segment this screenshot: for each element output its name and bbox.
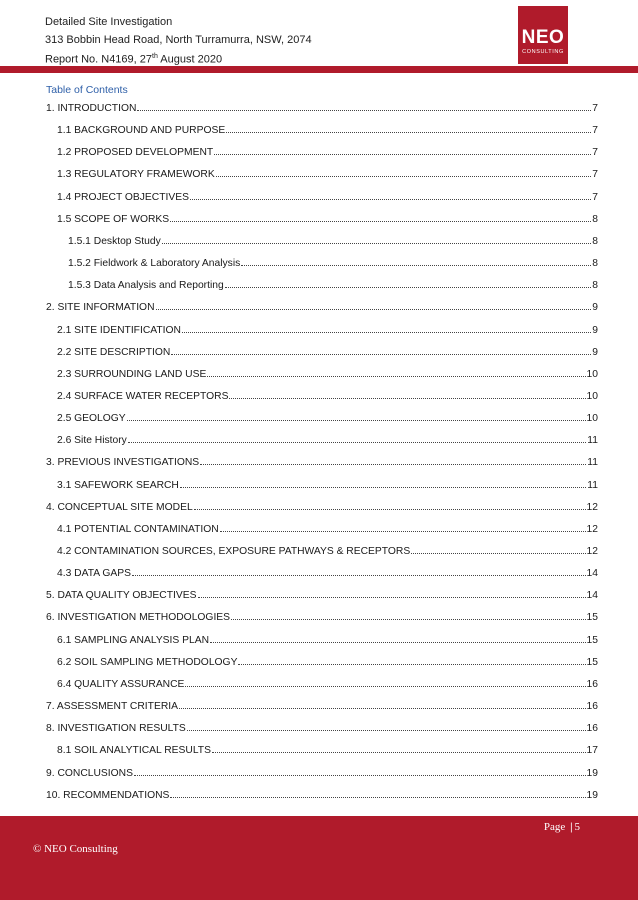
- toc-entry[interactable]: [57, 320, 598, 336]
- toc-entry-label: 1.5.1 Desktop Study: [68, 235, 161, 247]
- toc-entry[interactable]: [68, 275, 598, 291]
- toc-entry-label: 2. SITE INFORMATION: [46, 302, 155, 314]
- toc-leader-dots: [185, 686, 585, 687]
- toc-leader-dots: [187, 730, 586, 731]
- toc-entry[interactable]: [46, 696, 598, 712]
- toc-entry-page: 15: [586, 656, 598, 668]
- toc-entry-page: 7: [592, 125, 598, 137]
- toc-entry[interactable]: [57, 630, 598, 646]
- toc-leader-dots: [214, 154, 591, 155]
- toc-leader-dots: [127, 420, 586, 421]
- toc-entry-page: 8: [592, 235, 598, 247]
- toc-entry-label: 2.3 SURROUNDING LAND USE: [57, 368, 207, 380]
- report-number-prefix: Report No. N4169, 27: [45, 53, 153, 66]
- toc-entry-page: 16: [586, 723, 598, 735]
- toc-entry[interactable]: [57, 541, 598, 557]
- toc-entry-label: 3. PREVIOUS INVESTIGATIONS: [46, 457, 200, 469]
- toc-entry-page: 12: [586, 546, 598, 557]
- toc-entry-label: 2.5 GEOLOGY: [57, 413, 126, 425]
- toc-entry-page: 14: [586, 568, 598, 580]
- toc-leader-dots: [220, 531, 586, 532]
- toc-entry-page: 14: [586, 590, 598, 602]
- toc-entry[interactable]: [57, 209, 598, 225]
- toc-entry-page: 10: [586, 390, 598, 402]
- toc-leader-dots: [180, 487, 586, 488]
- toc-leader-dots: [231, 619, 585, 620]
- toc-entry-page: 7: [592, 191, 598, 203]
- toc-entry-label: 1.4 PROJECT OBJECTIVES: [57, 191, 189, 203]
- page-number: 5: [574, 821, 580, 833]
- header-divider: [0, 66, 638, 73]
- toc-entry-label: 1.5 SCOPE OF WORKS: [57, 213, 170, 225]
- toc-leader-dots: [225, 287, 592, 288]
- toc-entry[interactable]: [57, 430, 598, 446]
- toc-entry-label: 1. INTRODUCTION: [46, 103, 137, 114]
- toc-entry[interactable]: [68, 231, 598, 247]
- page-number-label: [544, 821, 580, 833]
- toc-entry-page: 16: [586, 701, 598, 713]
- toc-entry-label: 4.2 CONTAMINATION SOURCES, EXPOSURE PATHWAYS & RECEPTORS: [57, 546, 411, 557]
- toc-entry-label: 2.1 SITE IDENTIFICATION: [57, 324, 181, 336]
- toc-entry-label: 7. ASSESSMENT CRITERIA: [46, 701, 178, 713]
- toc-leader-dots: [238, 664, 585, 665]
- toc-entry[interactable]: [68, 253, 598, 269]
- page-label: Page: [543, 821, 566, 833]
- toc-leader-dots: [171, 354, 591, 355]
- toc-leader-dots: [156, 309, 592, 310]
- toc-entry[interactable]: [57, 386, 598, 402]
- toc-entry-page: 8: [592, 258, 598, 270]
- toc-entry-label: 6. INVESTIGATION METHODOLOGIES: [46, 612, 231, 624]
- toc-entry[interactable]: [57, 187, 598, 203]
- toc-leader-dots: [194, 509, 586, 510]
- toc-entry-label: 6.4 QUALITY ASSURANCE: [57, 678, 185, 690]
- report-date: August 2020: [157, 53, 223, 66]
- date-ordinal: th: [152, 53, 158, 60]
- toc-leader-dots: [212, 752, 586, 753]
- toc-entry-page: 7: [592, 169, 598, 181]
- toc-entry[interactable]: [57, 364, 598, 380]
- toc-entry-page: 11: [587, 435, 598, 447]
- page-header: [0, 0, 638, 64]
- report-number: [45, 50, 222, 67]
- toc-entry[interactable]: [57, 408, 598, 424]
- toc-entry[interactable]: [57, 475, 598, 491]
- page-separator: |: [570, 821, 573, 833]
- toc-entry-page: 11: [587, 457, 598, 469]
- toc-entry-label: 4.3 DATA GAPS: [57, 568, 132, 580]
- toc-leader-dots: [179, 708, 586, 709]
- toc-entry[interactable]: [57, 563, 598, 579]
- toc-entry-label: 6.1 SAMPLING ANALYSIS PLAN: [57, 634, 210, 646]
- toc-entry[interactable]: [57, 164, 598, 180]
- toc-entry[interactable]: [57, 740, 598, 756]
- toc-entry-page: 9: [592, 324, 598, 336]
- toc-entry-page: 15: [586, 612, 598, 624]
- toc-leader-dots: [170, 221, 591, 222]
- toc-title: Table of Contents: [46, 84, 128, 96]
- toc-entry-page: 15: [586, 634, 598, 646]
- toc-leader-dots: [190, 199, 591, 200]
- toc-entry-label: 3.1 SAFEWORK SEARCH: [57, 479, 179, 491]
- toc-entry-page: 7: [592, 147, 598, 159]
- toc-entry[interactable]: [57, 519, 598, 535]
- toc-entry-label: 8.1 SOIL ANALYTICAL RESULTS: [57, 745, 211, 757]
- toc-entry-label: 4.1 POTENTIAL CONTAMINATION: [57, 523, 219, 535]
- toc-entry[interactable]: [46, 585, 598, 601]
- toc-entry[interactable]: [57, 342, 598, 358]
- toc-leader-dots: [207, 376, 585, 377]
- toc-leader-dots: [198, 597, 586, 598]
- toc-leader-dots: [200, 464, 586, 465]
- toc-entry-label: 1.2 PROPOSED DEVELOPMENT: [57, 147, 214, 159]
- toc-entry-page: 9: [592, 346, 598, 358]
- toc-entry[interactable]: [46, 785, 598, 801]
- toc-leader-dots: [170, 797, 585, 798]
- toc-entry-page: 8: [592, 280, 598, 292]
- toc-entry-page: 12: [586, 501, 598, 513]
- toc-leader-dots: [128, 442, 586, 443]
- toc-entry[interactable]: [46, 297, 598, 313]
- neo-consulting-logo: [518, 6, 568, 64]
- toc-entry[interactable]: [46, 98, 598, 114]
- toc-entry-label: 9. CONCLUSIONS: [46, 767, 133, 779]
- toc-leader-dots: [162, 243, 592, 244]
- toc-entry-label: 1.5.3 Data Analysis and Reporting: [68, 280, 224, 292]
- page-footer: [0, 816, 638, 900]
- toc-entry-page: 10: [586, 368, 598, 380]
- toc-leader-dots: [241, 265, 591, 266]
- toc-leader-dots: [134, 775, 586, 776]
- toc-entry-label: 2.2 SITE DESCRIPTION: [57, 346, 171, 358]
- toc-entry-page: 11: [587, 479, 598, 491]
- toc-entry[interactable]: [57, 652, 598, 668]
- toc-leader-dots: [132, 575, 586, 576]
- toc-entry-label: 1.5.2 Fieldwork & Laboratory Analysis: [68, 258, 241, 270]
- toc-entry-label: 10. RECOMMENDATIONS: [46, 789, 170, 801]
- toc-leader-dots: [229, 398, 585, 399]
- toc-entry[interactable]: [46, 607, 598, 623]
- toc-entry[interactable]: [57, 674, 598, 690]
- toc-leader-dots: [210, 642, 585, 643]
- logo-text: NEO: [521, 27, 565, 48]
- toc-entry-page: 10: [586, 413, 598, 425]
- copyright-notice: © NEO Consulting: [33, 843, 118, 855]
- toc-leader-dots: [216, 176, 592, 177]
- toc-entry-page: 19: [586, 767, 598, 779]
- toc-leader-dots: [182, 332, 591, 333]
- toc-entry-label: 6.2 SOIL SAMPLING METHODOLOGY: [57, 656, 238, 668]
- toc-entry[interactable]: [57, 120, 598, 136]
- toc-entry[interactable]: [46, 452, 598, 468]
- toc-entry-label: 1.3 REGULATORY FRAMEWORK: [57, 169, 215, 181]
- report-title: Detailed Site Investigation: [45, 16, 173, 28]
- logo-subtext: CONSULTING: [522, 49, 564, 55]
- toc-entry-page: 12: [586, 523, 598, 535]
- toc-entry[interactable]: [57, 142, 598, 158]
- toc-entry-page: 9: [592, 302, 598, 314]
- toc-entry-page: 8: [592, 213, 598, 225]
- toc-leader-dots: [226, 132, 591, 133]
- toc-entry-label: 2.4 SURFACE WATER RECEPTORS: [57, 390, 229, 402]
- toc-entry-page: 16: [586, 678, 598, 690]
- toc-entry-label: 1.1 BACKGROUND AND PURPOSE: [57, 125, 226, 137]
- toc-entry-page: 7: [592, 103, 598, 114]
- toc-entry-label: 2.6 Site History: [57, 435, 127, 447]
- site-address: 313 Bobbin Head Road, North Turramurra, NSW, 2074: [45, 34, 312, 46]
- toc-leader-dots: [137, 110, 591, 111]
- toc-entry-page: 17: [586, 745, 598, 757]
- toc-entry-label: 5. DATA QUALITY OBJECTIVES: [46, 590, 197, 602]
- toc-entry-label: 8. INVESTIGATION RESULTS: [46, 723, 186, 735]
- toc-entry[interactable]: [46, 497, 598, 513]
- toc-entry[interactable]: [46, 763, 598, 779]
- toc-entry-label: 4. CONCEPTUAL SITE MODEL: [46, 501, 193, 513]
- toc-entry[interactable]: [46, 718, 598, 734]
- toc-leader-dots: [411, 553, 585, 554]
- toc-entry-page: 19: [586, 789, 598, 801]
